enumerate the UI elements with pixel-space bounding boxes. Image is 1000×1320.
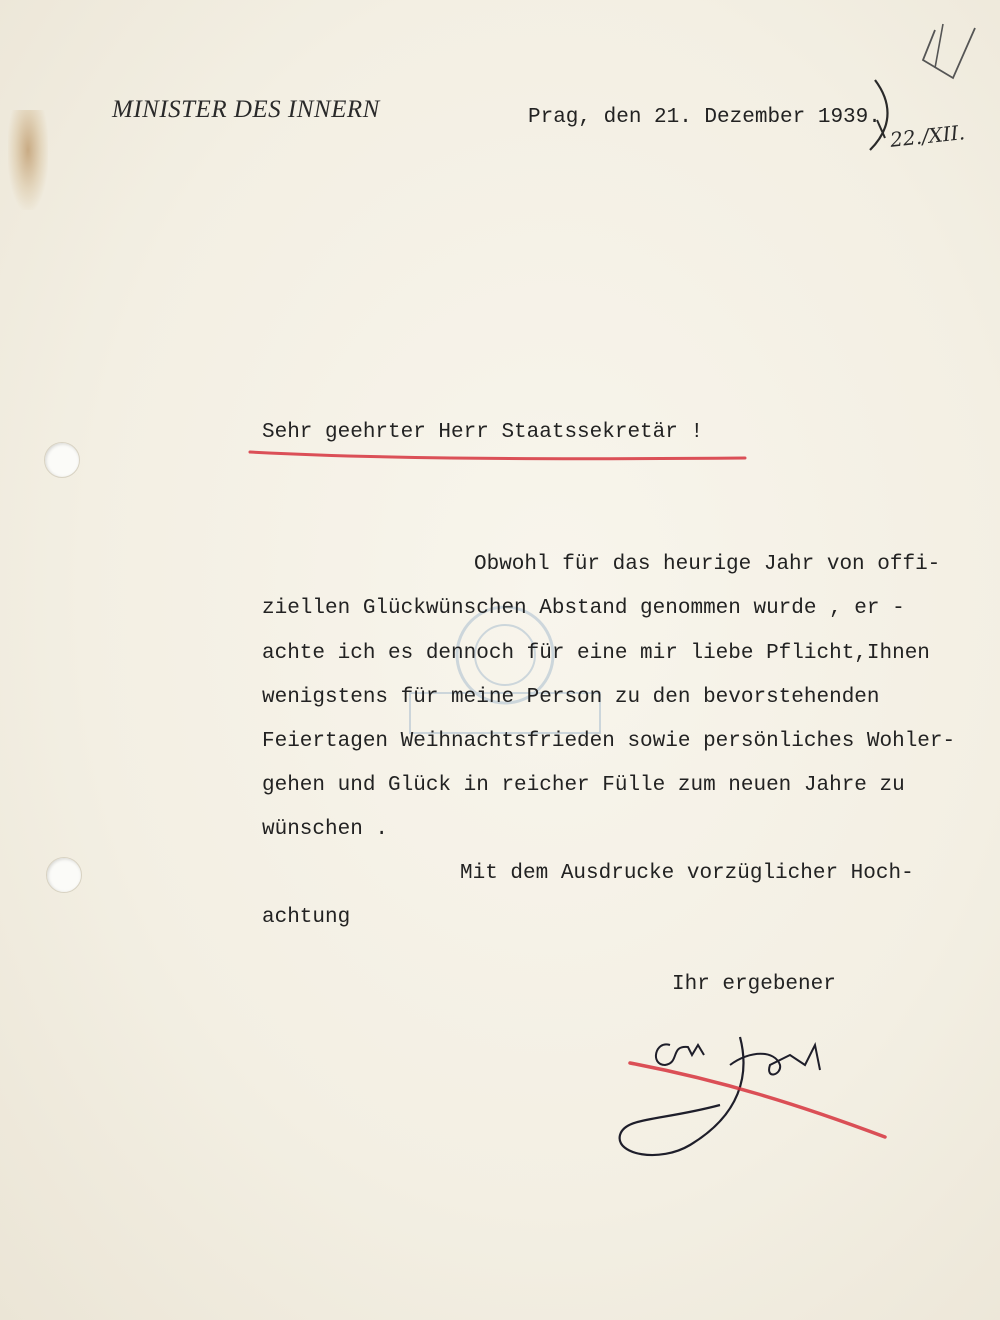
closing-line-1: Mit dem Ausdrucke vorzüglicher Hoch- [460,862,914,885]
body-line-6: gehen und Glück in reicher Fülle zum neuen Jahre zu [262,774,905,797]
red-underline [245,440,755,470]
salutation: Sehr geehrter Herr Staatssekretär ! [262,421,704,444]
body-line-7: wünschen . [262,818,389,841]
date-line: Prag, den 21. Dezember 1939. [528,106,881,129]
closing-line-2: achtung [262,906,351,929]
body-line-3: achte ich es dennoch für eine mir liebe Pflicht,Ihnen [262,642,930,665]
punch-hole-top [44,442,80,478]
body-line-2: ziellen Glückwünschen Abstand genommen wurde , er - [262,597,905,620]
annotation-date: 22./XII. [888,120,967,152]
valediction: Ihr ergebener [672,973,836,996]
punch-hole-bottom [46,857,82,893]
signature [600,1025,900,1165]
handwritten-annotation [835,20,985,190]
rust-stain [8,110,48,210]
body-line-1: Obwohl für das heurige Jahr von offi- [474,553,941,576]
body-line-4: wenigstens für meine Person zu den bevorstehenden [262,686,880,709]
body-line-5: Feiertagen Weihnachtsfrieden sowie persönliches Wohler- [262,730,956,753]
letterhead: MINISTER DES INNERN [112,96,380,123]
